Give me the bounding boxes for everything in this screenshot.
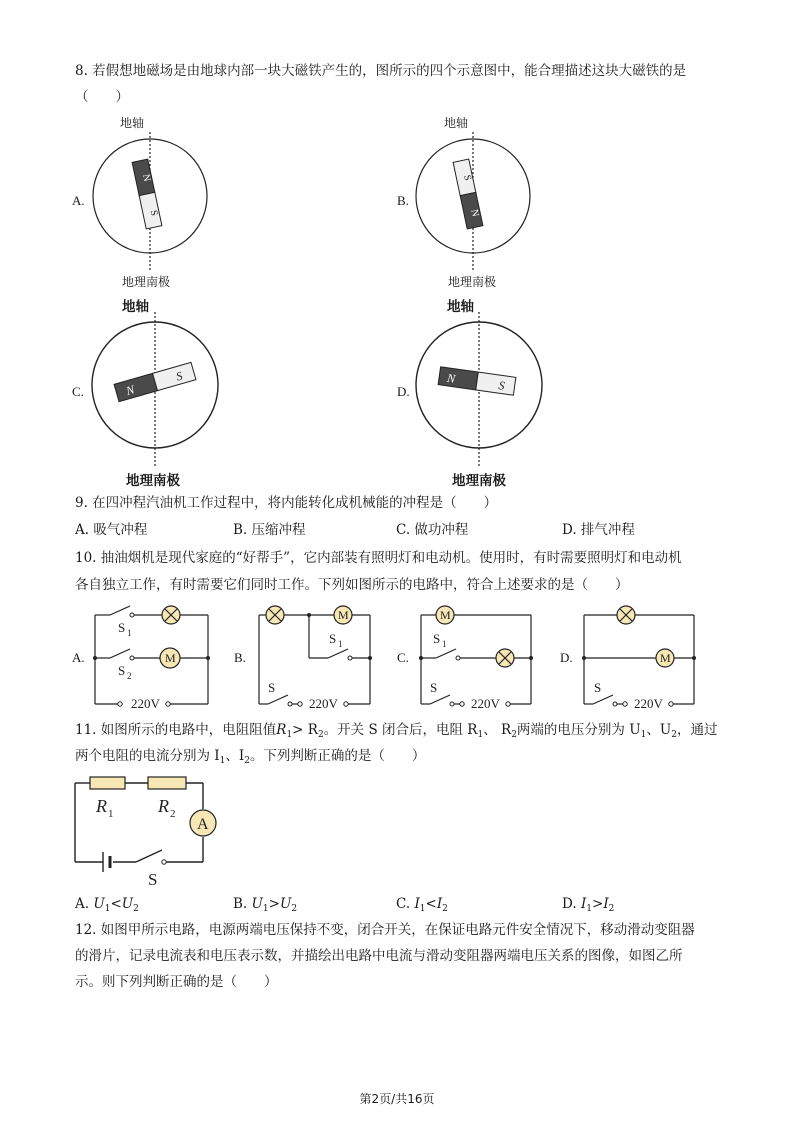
q10-option-b-label: B. <box>234 650 246 665</box>
voltage-c: 220V <box>471 696 500 711</box>
voltage-a: 220V <box>131 696 160 711</box>
q11-option-b: B. $U_1>U_2$ <box>233 896 298 914</box>
q12-stem-line2: 的滑片，记录电流表和电压表示数，并描绘出电路中电流与滑动变阻器两端电压关系的图像，如图乙所 <box>75 948 683 964</box>
motor-label-a: M <box>165 651 176 665</box>
q12-stem-line1: 12. 如图甲所示电路，电源两端电压保持不变，闭合开关，在保证电路元件安全情况下，移动滑动变阻器 <box>75 922 695 938</box>
q8-option-a-label: A. <box>72 193 85 208</box>
q8-c-s: S <box>174 368 185 384</box>
q11-ammeter-label: A <box>197 816 209 833</box>
q8-a-s: S <box>147 209 160 217</box>
q9-option-c: C. 做功冲程 <box>396 522 469 538</box>
q10-stem-line2: 各自独立工作，有时需要它们同时工作。下列如图所示的电路中，符合上述要求的是（ ） <box>75 577 629 593</box>
q8-option-c-label: C. <box>72 384 84 399</box>
q11-option-d: D. $I_1>I_2$ <box>562 896 615 914</box>
q11-option-c: C. $I_1<I_2$ <box>396 896 448 914</box>
q12-stem-line3: 示。则下列判断正确的是（ ） <box>75 974 278 990</box>
q9-option-b: B. 压缩冲程 <box>233 522 306 538</box>
q10-option-d-label: D. <box>560 650 573 665</box>
motor-label-b: M <box>338 608 349 622</box>
switch-b-s1: S <box>329 631 337 646</box>
q8-a-n: N <box>139 173 153 183</box>
q11-r1-label: R <box>96 796 107 816</box>
q8-b-axis-label: 地轴 <box>444 116 469 130</box>
switch-c-s: S <box>430 680 438 695</box>
q8-b-pole-label: 地理南极 <box>448 275 497 289</box>
q10-stem-line1: 10. 抽油烟机是现代家庭的“好帮手”，它内部装有照明灯和电动机。使用时，有时需要照明灯和电动机 <box>75 550 682 566</box>
q8-a-pole-label: 地理南极 <box>122 275 171 289</box>
q11-stem-line1: 11. 如图所示的电路中，电阻阻值$R_1> R_2$。开关 S 闭合后，电阻 $R_1$、 $R_2$两端的电压分别为 $U_1$、$U_2$，通过 <box>75 722 718 740</box>
q8-c-n: N <box>124 382 137 398</box>
q8-option-b-label: B. <box>397 193 409 208</box>
q8-stem-line1: 8. 若假想地磁场是由地球内部一块大磁铁产生的，图所示的四个示意图中，能合理描述这块大磁铁的是 <box>75 63 687 79</box>
motor-label-d: M <box>660 651 671 665</box>
switch-a-s1-sub: 1 <box>127 628 132 638</box>
switch-b-s1-sub: 1 <box>338 639 343 649</box>
q8-c-axis-label: 地轴 <box>122 299 149 315</box>
motor-label-c: M <box>440 608 451 622</box>
q8-d-n: N <box>446 370 457 386</box>
q10-option-c-label: C. <box>397 650 409 665</box>
switch-c-s1: S <box>433 631 441 646</box>
q9-option-d: D. 排气冲程 <box>562 522 635 538</box>
q8-option-d-label: D. <box>397 384 410 399</box>
q11-switch-label: S <box>148 870 158 889</box>
q11-stem-line2: 两个电阻的电流分别为 $I_1$、$I_2$。下列判断正确的是（ ） <box>75 748 426 766</box>
q9-option-a: A. 吸气冲程 <box>75 522 148 538</box>
q8-d-pole-label: 地理南极 <box>452 473 506 489</box>
switch-c-s1-sub: 1 <box>442 639 447 649</box>
page-footer: 第2页/共16页 <box>359 1092 435 1106</box>
switch-d-s: S <box>594 680 602 695</box>
q8-b-s: S <box>461 173 474 182</box>
q11-option-a: A. $U_1<U_2$ <box>75 896 139 914</box>
switch-a-s2: S <box>118 663 126 678</box>
q8-c-pole-label: 地理南极 <box>126 473 180 489</box>
q11-r2-sub: 2 <box>170 808 176 820</box>
voltage-d: 220V <box>634 696 663 711</box>
q8-d-s: S <box>497 378 506 393</box>
voltage-b: 220V <box>309 696 338 711</box>
q8-stem-line2: （ ） <box>75 89 129 105</box>
switch-a-s2-sub: 2 <box>127 671 132 681</box>
switch-b-s: S <box>268 680 276 695</box>
q8-d-axis-label: 地轴 <box>447 299 474 315</box>
q10-option-a-label: A. <box>72 650 85 665</box>
q11-r1-sub: 1 <box>108 808 114 820</box>
q11-r2-label: R <box>158 796 169 816</box>
switch-a-s1: S <box>118 620 126 635</box>
q8-b-n: N <box>468 208 481 218</box>
q8-a-axis-label: 地轴 <box>120 116 145 130</box>
q9-stem: 9. 在四冲程汽油机工作过程中，将内能转化成机械能的冲程是（ ） <box>75 495 498 511</box>
